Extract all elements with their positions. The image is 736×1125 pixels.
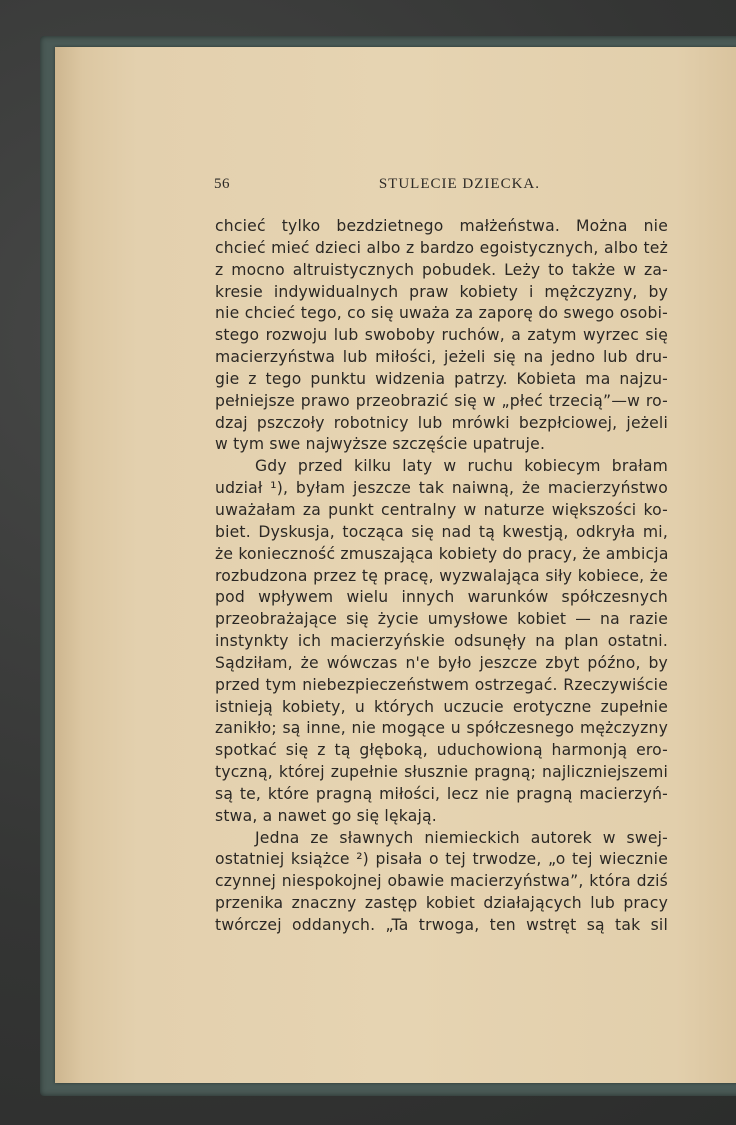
text-line: rozbudzona przez tę pracę, wyzwalająca siły kobiece, że: [215, 566, 668, 585]
text-line: instynkty ich macierzyńskie odsunęły na plan ostatni.: [215, 632, 668, 651]
text-line: spotkać się z tą głęboką, uduchowioną harmonją ero-: [215, 741, 668, 760]
text-line: kresie indywidualnych praw kobiety i mężczyzny, by: [215, 282, 668, 301]
text-line: istnieją kobiety, u których uczucie erotyczne zupełnie: [215, 697, 668, 716]
text-line: ostatniej książce ²) pisała o tej trwodze, „o tej wiecznie: [215, 850, 668, 869]
text-line: pod wpływem wielu innych warunków spółczesnych: [215, 588, 668, 607]
text-line: stego rozwoju lub swoboby ruchów, a zatym wyrzec się: [215, 326, 668, 345]
body-text: [215, 216, 668, 937]
text-line: stwa, a nawet go się lękają.: [215, 806, 437, 825]
text-line: są te, które pragną miłości, lecz nie pragną macierzyń-: [215, 784, 668, 803]
text-line: tyczną, której zupełnie słusznie pragną; najliczniejszemi: [215, 763, 668, 782]
page-number: 56: [214, 176, 230, 192]
text-line: zanikło; są inne, nie mogące u spółczesnego mężczyzny: [215, 719, 668, 738]
text-line: udział ¹), byłam jeszcze tak naiwną, że macierzyństwo: [215, 479, 668, 498]
text-line: w tym swe najwyższe szczęście upatruje.: [215, 435, 546, 454]
text-line: biet. Dyskusja, tocząca się nad tą kwestją, odkryła mi,: [215, 522, 668, 541]
text-line: pełniejsze prawo przeobrazić się w „płeć trzecią”—w ro-: [215, 391, 668, 410]
text-line: Sądziłam, że wówczas n'e było jeszcze zbyt późno, by: [215, 653, 668, 672]
text-line: macierzyństwa lub miłości, jeżeli się na jedno lub dru-: [215, 348, 668, 367]
text-line: czynnej niespokojnej obawie macierzyństwa”, która dziś: [215, 872, 668, 891]
text-line: Gdy przed kilku laty w ruchu kobiecym brałam: [255, 457, 668, 476]
text-line: chcieć mieć dzieci albo z bardzo egoistycznych, albo też: [215, 238, 668, 257]
running-head: [214, 176, 540, 198]
text-line: przenika znaczny zastęp kobiet działających lub pracy: [215, 894, 668, 913]
running-title: STULECIE DZIECKA.: [378, 176, 540, 192]
text-line: Jedna ze sławnych niemieckich autorek w swej-: [255, 828, 668, 847]
text-line: gie z tego punktu widzenia patrzy. Kobieta ma najzu-: [215, 369, 668, 388]
text-line: dzaj pszczoły robotnicy lub mrówki bezpłciowej, jeżeli: [215, 413, 668, 432]
text-line: przed tym niebezpieczeństwem ostrzegać. Rzeczywiście: [215, 675, 668, 694]
text-line: przeobrażające się życie umysłowe kobiet — na razie: [215, 610, 668, 629]
text-line: nie chcieć tego, co się uważa za zaporę do swego osobi-: [215, 304, 668, 323]
text-line: chcieć tylko bezdzietnego małżeństwa. Można nie: [215, 217, 668, 235]
text-line: uważałam za punkt centralny w naturze większości ko-: [215, 500, 668, 519]
text-line: twórczej oddanych. „Ta trwoga, ten wstręt są tak sil: [215, 916, 668, 934]
text-line: że konieczność zmuszająca kobiety do pracy, że ambicja: [215, 544, 669, 563]
text-line: z mocno altruistycznych pobudek. Leży to także w za-: [215, 260, 668, 279]
